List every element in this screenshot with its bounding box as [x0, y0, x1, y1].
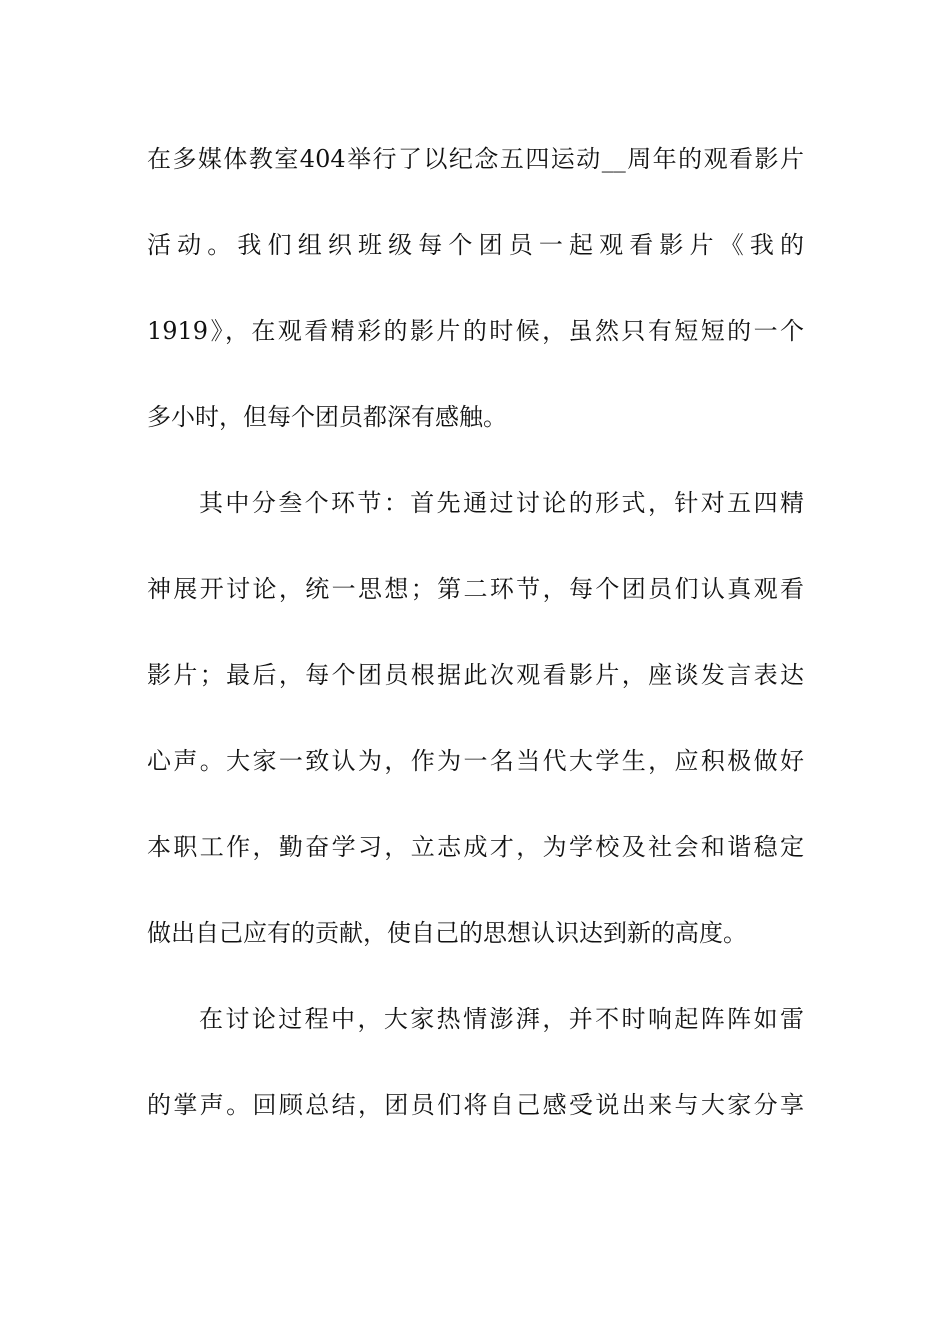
text-line: 神展开讨论，统一思想；第二环节，每个团员们认真观看	[147, 575, 804, 603]
text-line: 多小时，但每个团员都深有感触。	[147, 403, 507, 431]
text-line: 做出自己应有的贡献，使自己的思想认识达到新的高度。	[147, 919, 747, 947]
paragraph-first-line: 其中分叁个环节：首先通过讨论的形式，针对五四精	[199, 489, 804, 517]
text-line: 本职工作，勤奋学习，立志成才，为学校及社会和谐稳定	[147, 833, 804, 861]
paragraph-first-line: 在讨论过程中，大家热情澎湃，并不时响起阵阵如雷	[199, 1005, 804, 1033]
text-line: 1919》，在观看精彩的影片的时候，虽然只有短短的一个	[147, 317, 804, 345]
text-line: 活动。我们组织班级每个团员一起观看影片《我的	[147, 231, 804, 259]
text-line: 影片；最后，每个团员根据此次观看影片，座谈发言表达	[147, 661, 804, 689]
text-line: 的掌声。回顾总结，团员们将自己感受说出来与大家分享	[147, 1091, 804, 1119]
text-line: 心声。大家一致认为，作为一名当代大学生，应积极做好	[147, 747, 804, 775]
text-line: 在多媒体教室404举行了以纪念五四运动__周年的观看影片	[147, 145, 804, 173]
